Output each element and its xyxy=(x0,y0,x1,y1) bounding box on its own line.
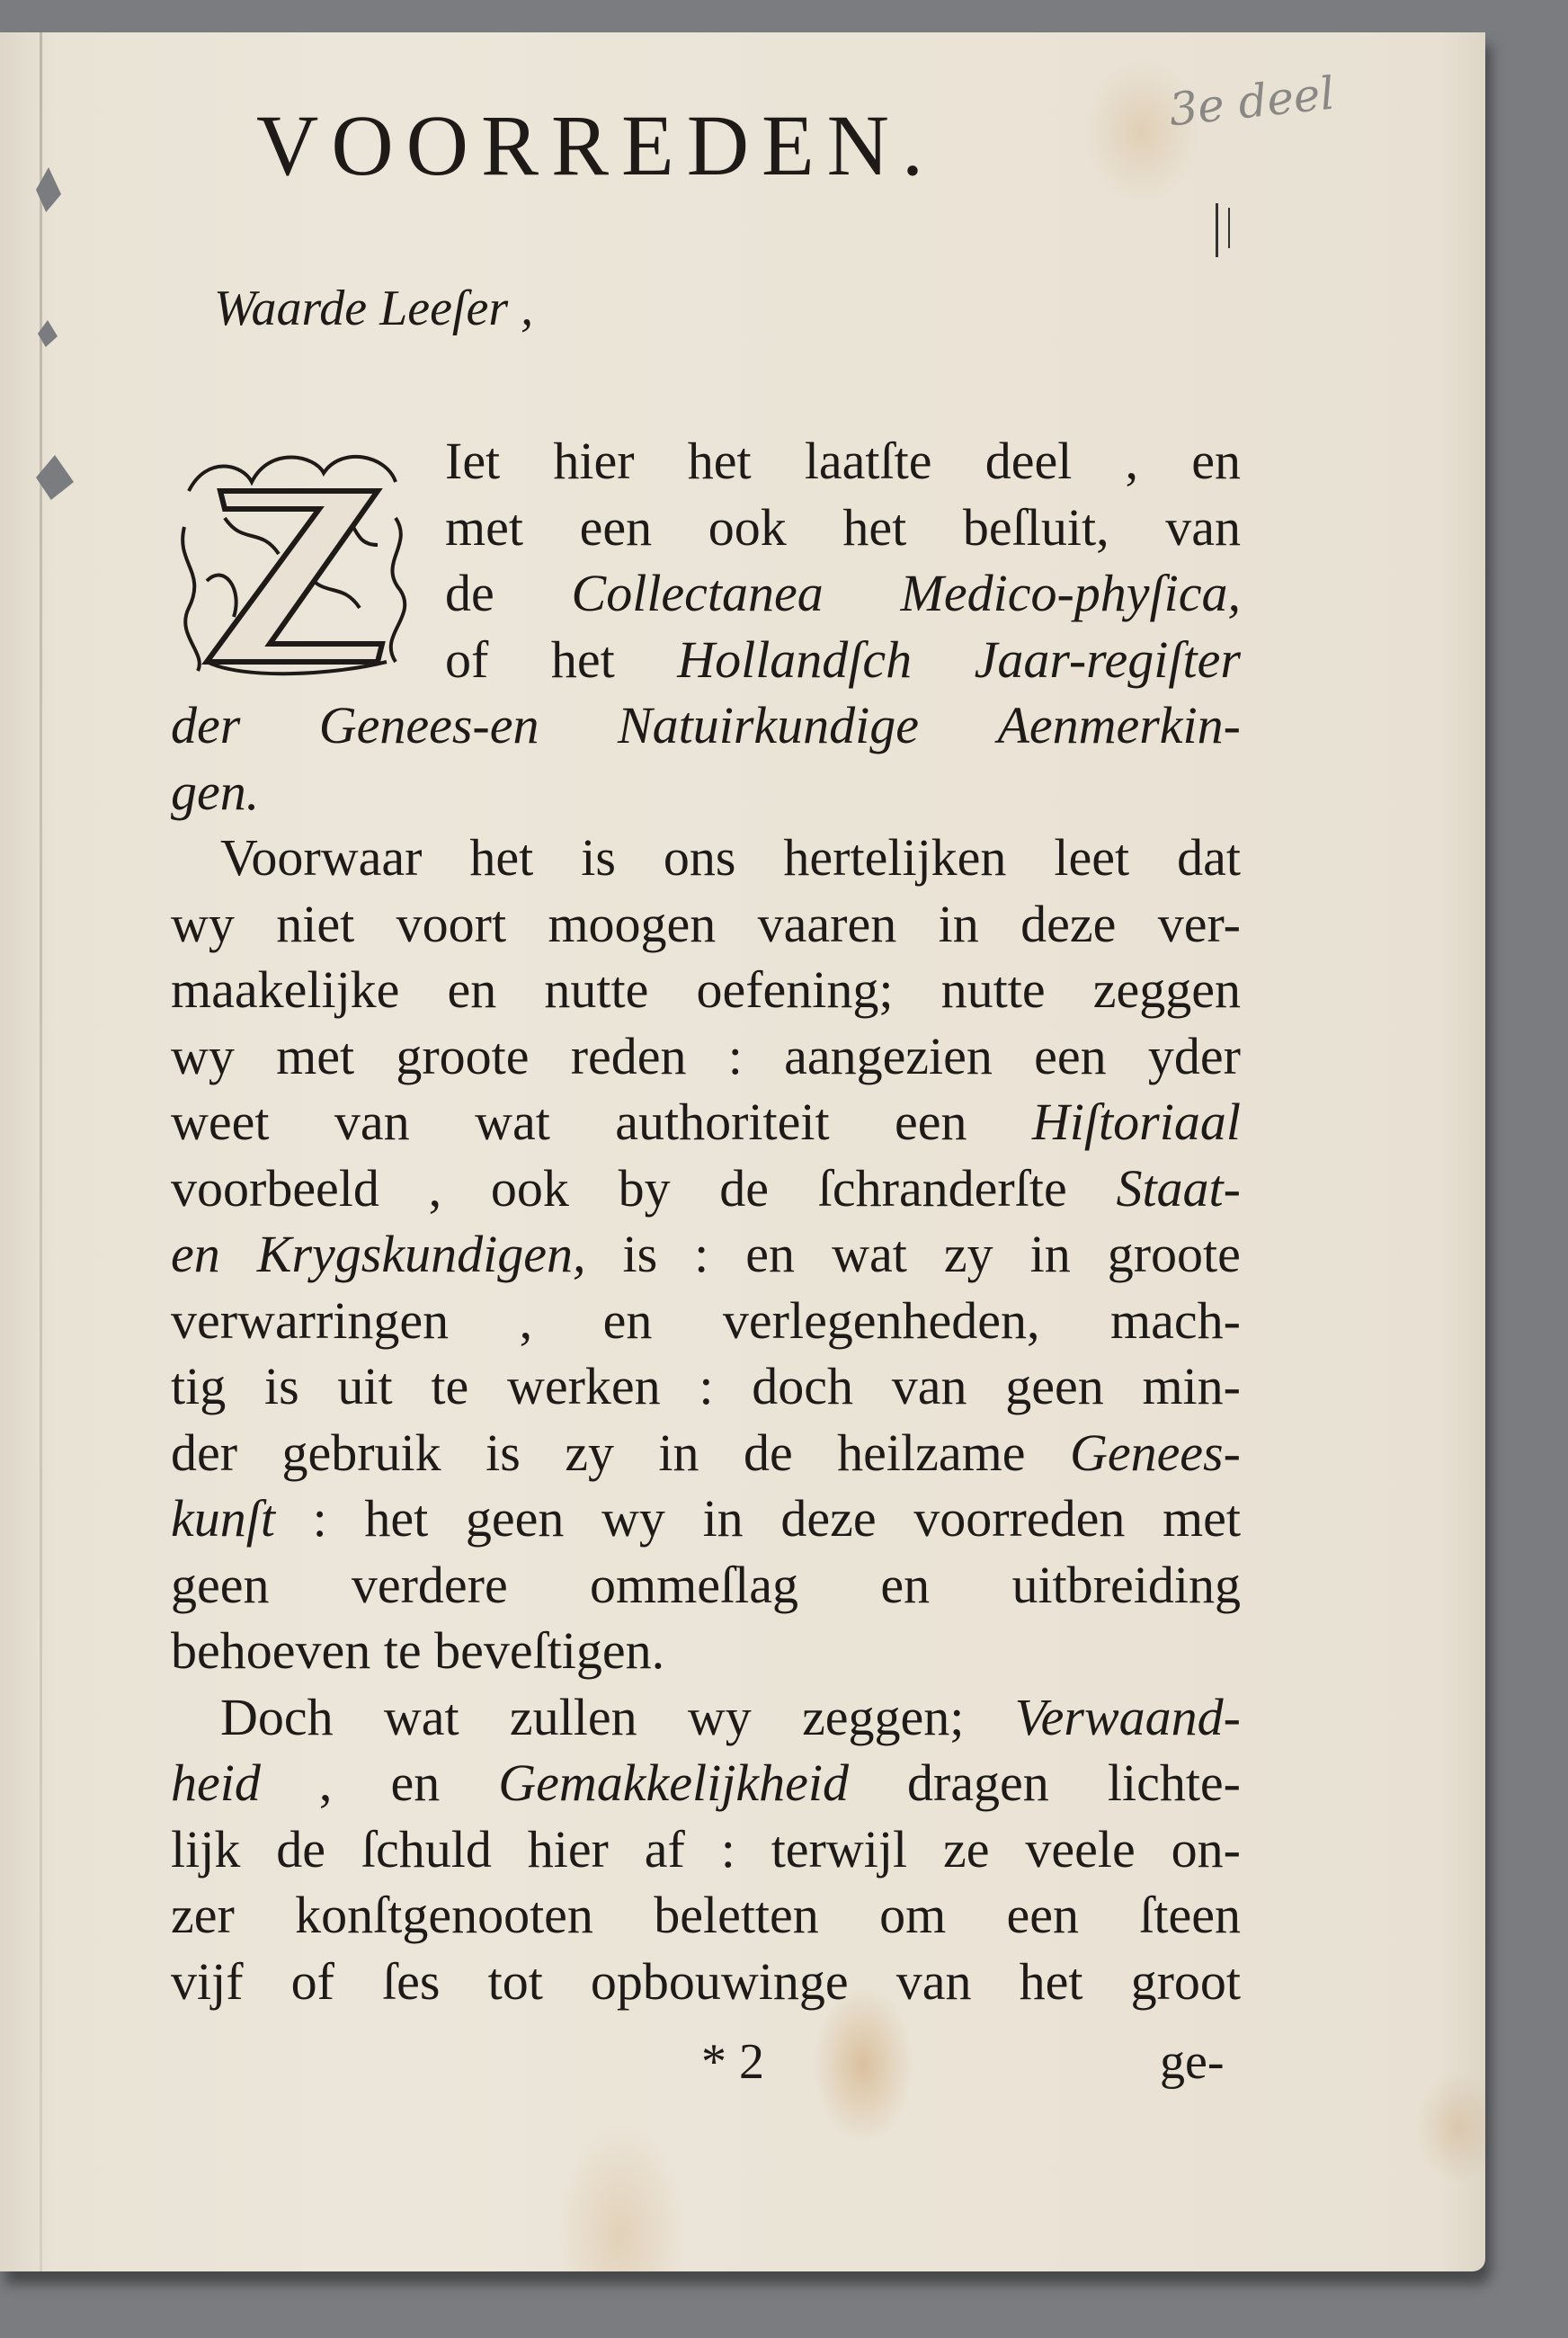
handwritten-annotation: 3e deel xyxy=(1166,67,1338,137)
text-line xyxy=(171,1949,1241,2015)
text-line xyxy=(171,1618,1241,1684)
word: is xyxy=(486,1423,521,1482)
page-title: VOORREDEN. xyxy=(256,97,936,193)
word: Hollandſch xyxy=(677,629,913,689)
word: Jaar-regiſter xyxy=(974,629,1241,689)
word: groote xyxy=(396,1026,530,1085)
word: is xyxy=(622,1225,658,1283)
word: Voorwaar xyxy=(220,828,423,887)
word: wy xyxy=(687,1687,752,1746)
word: , xyxy=(519,1290,533,1350)
word: Genees-en xyxy=(318,696,539,754)
text-line xyxy=(171,1089,1241,1156)
word: verwarringen xyxy=(171,1290,450,1350)
word: deel xyxy=(984,432,1073,490)
word: wy xyxy=(171,1026,235,1085)
word: in xyxy=(658,1423,699,1482)
word: behoeven xyxy=(171,1621,384,1680)
word: verdere xyxy=(351,1555,508,1614)
word: groote xyxy=(1107,1225,1241,1283)
word: ons xyxy=(663,828,736,887)
binding-fold xyxy=(40,32,42,2271)
word: Collectanea xyxy=(571,564,824,622)
word: leet xyxy=(1054,828,1130,887)
word: hier xyxy=(527,1819,609,1878)
word: Krygskundigen, xyxy=(256,1225,586,1283)
word: in xyxy=(1029,1225,1071,1283)
word: : xyxy=(312,1489,327,1548)
word: ook xyxy=(490,1158,569,1218)
word: hertelijken xyxy=(783,828,1007,887)
word: en xyxy=(880,1555,931,1614)
word: in xyxy=(938,894,979,953)
word: gen. xyxy=(171,762,260,821)
word: terwijl xyxy=(771,1819,908,1878)
text-line xyxy=(171,627,1241,693)
word: van xyxy=(334,1093,410,1151)
word: te xyxy=(383,1621,435,1680)
word: het xyxy=(687,432,752,490)
word: ook xyxy=(708,497,787,557)
word: van xyxy=(1165,497,1241,557)
word: Gemakkelijkheid xyxy=(498,1754,849,1812)
word: uit xyxy=(337,1357,393,1415)
word: Aenmerkin- xyxy=(997,696,1241,754)
word: en xyxy=(1191,432,1241,490)
word: voort xyxy=(396,894,507,953)
word: met xyxy=(1162,1489,1241,1548)
word: geen xyxy=(465,1489,565,1548)
word: geen xyxy=(171,1555,270,1614)
word: groot xyxy=(1130,1951,1241,2011)
word: beveſtigen. xyxy=(434,1621,665,1680)
word: moogen xyxy=(548,894,717,953)
word: verlegenheden, xyxy=(722,1290,1040,1350)
word: en xyxy=(171,1225,220,1283)
word: lichte- xyxy=(1107,1754,1241,1812)
word: en xyxy=(745,1225,796,1283)
word: by xyxy=(618,1158,671,1218)
text-line xyxy=(171,825,1241,891)
body-text xyxy=(171,428,1241,2014)
word: ſes xyxy=(382,1951,441,2011)
text-line xyxy=(171,1552,1241,1619)
word: konſtgenooten xyxy=(295,1886,593,1944)
word: zy xyxy=(943,1225,993,1283)
word: en xyxy=(390,1754,441,1812)
word: het xyxy=(469,828,534,887)
word: wat xyxy=(832,1225,907,1283)
word: tig xyxy=(171,1357,227,1415)
word: af xyxy=(644,1819,685,1878)
word: te xyxy=(431,1357,469,1415)
word: deze xyxy=(1020,894,1117,953)
word: de xyxy=(445,564,494,622)
word: oefening; xyxy=(696,960,894,1019)
word: van xyxy=(891,1357,967,1415)
word: wy xyxy=(171,894,235,953)
word: ze xyxy=(942,1819,990,1878)
word: van xyxy=(895,1951,972,2011)
word: of xyxy=(290,1951,334,2011)
word: gebruik xyxy=(281,1423,441,1482)
word: wat xyxy=(475,1093,550,1151)
word: zer xyxy=(171,1886,235,1944)
text-line xyxy=(171,957,1241,1023)
word: het xyxy=(842,497,907,557)
word: vaaren xyxy=(757,894,897,953)
word: zullen xyxy=(509,1687,637,1746)
word: dat xyxy=(1177,828,1241,887)
word: Staat- xyxy=(1116,1158,1241,1218)
word: zy xyxy=(565,1423,614,1482)
word: wat xyxy=(383,1687,459,1746)
word: met xyxy=(445,497,523,557)
word: met xyxy=(276,1026,355,1085)
word: dragen xyxy=(906,1754,1049,1812)
text-line xyxy=(171,428,1241,495)
word: lijk xyxy=(171,1819,241,1878)
word: in xyxy=(702,1489,744,1548)
word: der xyxy=(171,696,241,754)
word: : xyxy=(699,1357,714,1415)
word: of xyxy=(445,629,489,689)
word: Medico-phyſica, xyxy=(900,564,1241,622)
word: , xyxy=(318,1754,333,1812)
word: zeggen xyxy=(1092,960,1241,1019)
word: authoriteit xyxy=(615,1093,830,1151)
text-line xyxy=(171,1684,1241,1751)
word: , xyxy=(1125,432,1139,490)
word: beletten xyxy=(654,1886,819,1944)
word: : xyxy=(694,1225,709,1283)
word: on- xyxy=(1171,1819,1241,1878)
salutation: Waarde Leeſer , xyxy=(214,281,534,336)
word: aangezien xyxy=(784,1026,993,1085)
word: Iet xyxy=(445,432,501,490)
text-line xyxy=(171,759,1241,825)
word: : xyxy=(720,1819,735,1878)
word: beſluit, xyxy=(962,497,1109,557)
word: heid xyxy=(171,1754,261,1812)
text-line xyxy=(171,1816,1241,1883)
text-line xyxy=(171,1353,1241,1420)
text-line xyxy=(171,1882,1241,1949)
word: , xyxy=(428,1158,442,1218)
word: uitbreiding xyxy=(1011,1555,1241,1614)
word: een xyxy=(895,1093,967,1151)
word: Verwaand- xyxy=(1014,1687,1241,1746)
word: reden xyxy=(570,1026,687,1085)
text-line xyxy=(171,1023,1241,1090)
word: ſteen xyxy=(1139,1886,1241,1944)
word: deze xyxy=(780,1489,877,1548)
word: ſchranderſte xyxy=(817,1158,1067,1218)
word: maakelijke xyxy=(171,960,400,1019)
word: hier xyxy=(553,432,635,490)
word: is xyxy=(263,1357,299,1415)
word: de xyxy=(719,1158,770,1218)
word: ſchuld xyxy=(361,1819,492,1878)
word: Hiſtoriaal xyxy=(1031,1093,1241,1151)
text-line xyxy=(171,1156,1241,1222)
word: om xyxy=(879,1886,947,1944)
word: voorreden xyxy=(913,1489,1126,1548)
word: veele xyxy=(1025,1819,1136,1878)
word: voorbeeld xyxy=(171,1158,379,1218)
word: de xyxy=(743,1423,793,1482)
word: heilzame xyxy=(837,1423,1026,1482)
word: Natuirkundige xyxy=(617,696,920,754)
word: Genees- xyxy=(1069,1423,1241,1482)
signature-mark: * 2 xyxy=(701,2034,764,2090)
word: het xyxy=(550,629,615,689)
word: min- xyxy=(1142,1357,1241,1415)
text-line xyxy=(171,1486,1241,1552)
book-page xyxy=(0,32,1485,2271)
word: tot xyxy=(487,1951,543,2011)
word: mach- xyxy=(1110,1290,1241,1350)
word: vijf xyxy=(171,1951,244,2011)
word: zeggen; xyxy=(802,1687,965,1746)
word: geen xyxy=(1005,1357,1104,1415)
word: ommeſlag xyxy=(590,1555,798,1614)
text-line xyxy=(171,560,1241,627)
word: niet xyxy=(276,894,355,953)
word: der xyxy=(171,1423,238,1482)
word: een xyxy=(1006,1886,1079,1944)
word: laatſte xyxy=(804,432,932,490)
word: de xyxy=(276,1819,325,1878)
word: een xyxy=(579,497,653,557)
text-line xyxy=(171,1750,1241,1816)
text-line xyxy=(171,891,1241,958)
word: en xyxy=(602,1290,653,1350)
word: en xyxy=(447,960,497,1019)
word: weet xyxy=(171,1093,270,1151)
word: werken xyxy=(506,1357,661,1415)
word: het xyxy=(1019,1951,1083,2011)
word: opbouwinge xyxy=(590,1951,849,2011)
text-line xyxy=(171,692,1241,759)
word: is xyxy=(581,828,616,887)
word: Doch xyxy=(220,1687,334,1746)
text-line xyxy=(171,1288,1241,1354)
edge-mark xyxy=(1228,208,1230,248)
word: een xyxy=(1034,1026,1107,1085)
catchword: ge- xyxy=(1160,2034,1225,2090)
text-line xyxy=(171,1420,1241,1486)
word: wy xyxy=(601,1489,665,1548)
edge-mark xyxy=(1216,203,1218,257)
word: yder xyxy=(1147,1026,1241,1085)
word: kunſt xyxy=(171,1489,275,1548)
word: nutte xyxy=(940,960,1046,1019)
word: : xyxy=(727,1026,743,1085)
text-line xyxy=(171,1221,1241,1288)
word: ver- xyxy=(1157,894,1241,953)
word: nutte xyxy=(544,960,649,1019)
word: het xyxy=(364,1489,429,1548)
text-line xyxy=(171,495,1241,561)
word: doch xyxy=(752,1357,853,1415)
